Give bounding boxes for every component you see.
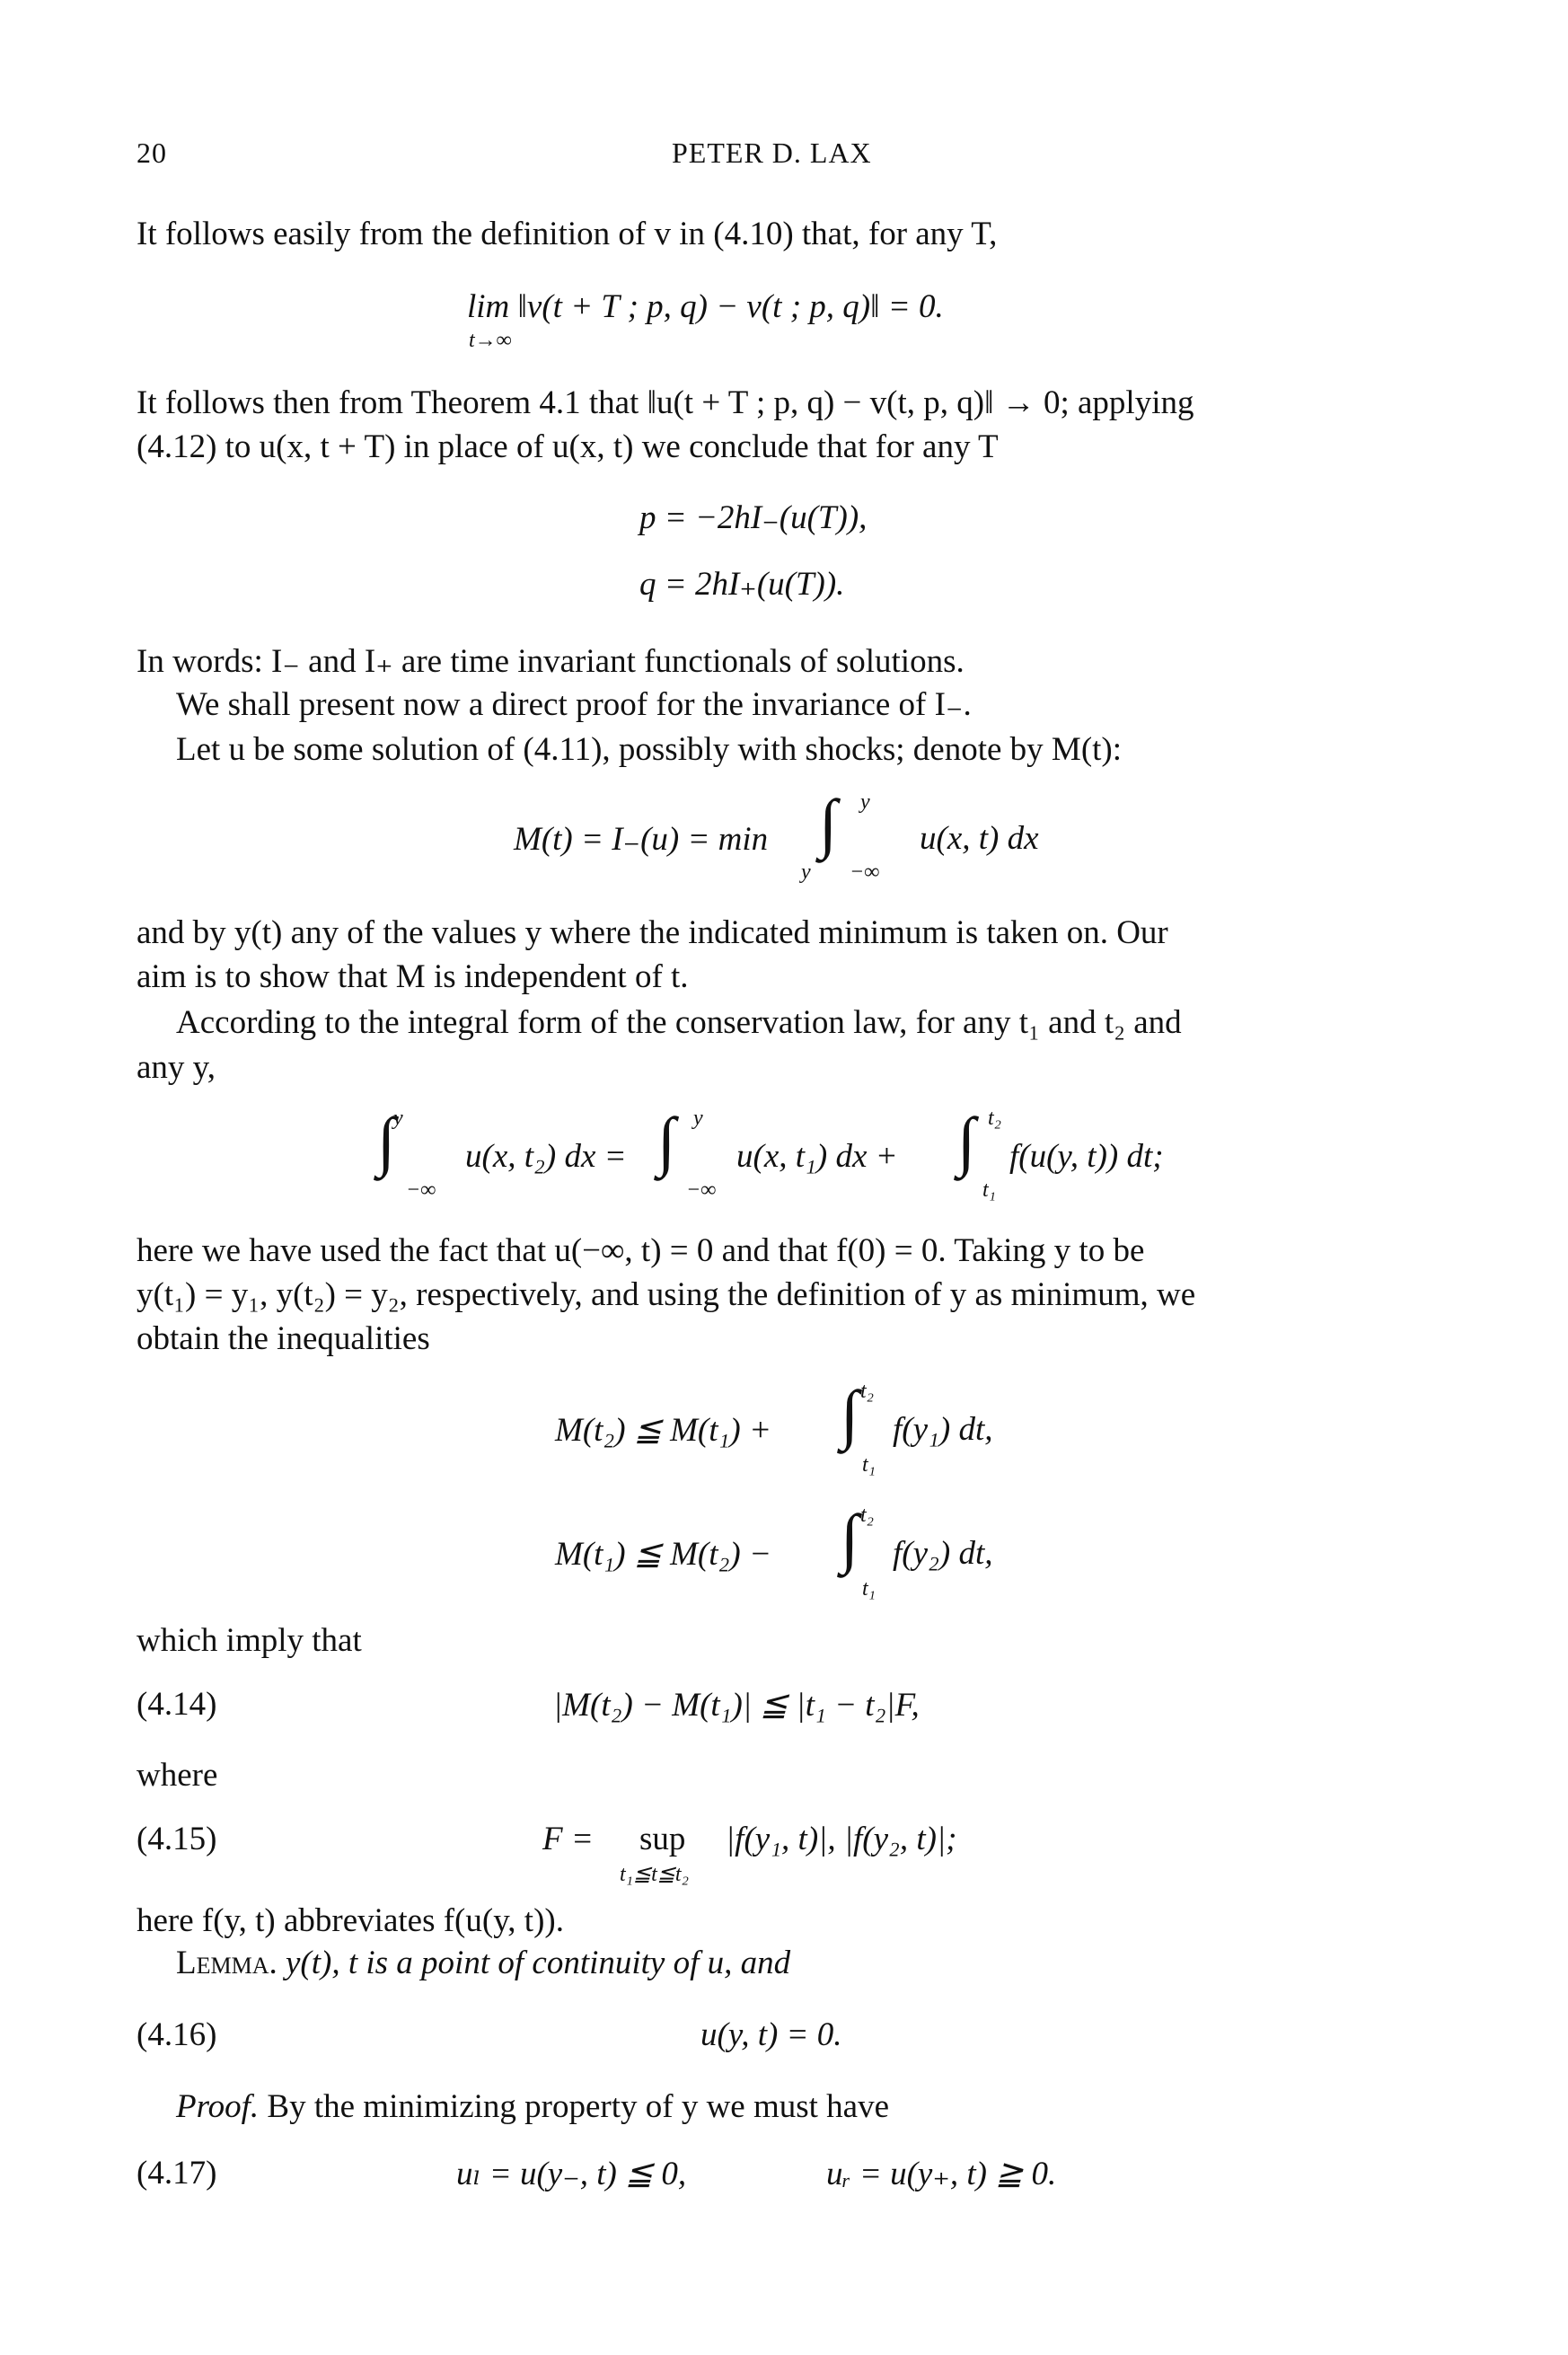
integral-upper-limit: t₂ [988,1107,1002,1130]
paragraph [137,639,1430,684]
text-line: According to the integral form of the conservation law, for any t₁ and t₂ and [176,1004,1182,1041]
integrand: f(y₂) dt, [893,1535,993,1572]
equation-q: q = 2hI₊(u(T)). [639,566,845,603]
min-subscript: y [801,860,811,884]
integral-sign: ∫ [957,1105,976,1178]
integrand: f(y₁) dt, [893,1411,993,1448]
integral-sign: ∫ [657,1105,676,1178]
paragraph [176,1001,1430,1045]
text-line: It follows then from Theorem 4.1 that ‖u(t + T ; p, q) − v(t, p, q)‖ → 0; applying [137,384,1194,421]
integral-sign: ∫ [819,787,838,860]
paragraph [137,911,1430,999]
text-line: which imply that [137,1622,362,1659]
sup-subscript: t₁≦t≦t₂ [620,1863,689,1886]
lemma-label: Lemma. [176,1945,277,1981]
integral-lower-limit: −∞ [686,1178,717,1202]
integrand: u(x, t) dx [920,820,1039,857]
paragraph [137,1753,1430,1797]
integrand: u(x, t₂) dx = [465,1138,627,1175]
inequality-lhs: M(t₂) ≦ M(t₁) + [555,1412,771,1449]
text-line: where [137,1757,218,1794]
integral-lower-limit: t₁ [982,1178,997,1202]
equation-4-15-rhs: |f(y₁, t)|, |f(y₂, t)|; [726,1821,957,1857]
text-line: any y, [137,1049,216,1086]
text-line: In words: I₋ and I₊ are time invariant functionals of solutions. [137,643,965,680]
running-title: PETER D. LAX [672,137,872,169]
integral-upper-limit: y [693,1107,703,1130]
integral-lower-limit: t₁ [862,1577,876,1601]
integral-sign: ∫ [377,1105,396,1178]
limit-subscript: t→∞ [469,329,512,352]
integral-upper-limit: t₂ [860,1380,875,1403]
proof [176,2087,889,2126]
integral-upper-limit: y [393,1107,403,1130]
sup-operator: sup [639,1821,686,1857]
equation-number: (4.15) [137,1821,217,1857]
integral-sign: ∫ [841,1502,859,1575]
equation-p: p = −2hI₋(u(T)), [639,499,868,536]
paragraph [137,1229,1430,1361]
inequality-lhs: M(t₁) ≦ M(t₂) − [555,1536,771,1573]
paragraph [137,1619,1430,1663]
equation-M-lhs: M(t) = I₋(u) = min [514,821,769,858]
lemma-text: y(t), t is a point of continuity of u, and [286,1945,791,1981]
text-line: y(t₁) = y₁, y(t₂) = y₂, respectively, and using the definition of y as minimum, we [137,1276,1196,1313]
lemma [176,1944,790,1982]
paragraph [137,1045,1430,1089]
text-line: aim is to show that M is independent of t. [137,958,689,995]
paragraph [137,381,1430,469]
paragraph [176,728,1430,772]
text-line: We shall present now a direct proof for the invariance of I₋. [176,686,972,723]
page-number: 20 [137,137,167,169]
integrand: u(x, t₁) dx + [736,1138,898,1175]
text-line: here we have used the fact that u(−∞, t) = 0 and that f(0) = 0. Taking y to be [137,1232,1145,1269]
integral-lower-limit: t₁ [862,1453,876,1477]
text-line: Let u be some solution of (4.11), possibly with shocks; denote by M(t): [176,731,1123,768]
proof-text: By the minimizing property of y we must have [267,2088,890,2125]
proof-label: Proof. [176,2088,260,2125]
integral-lower-limit: −∞ [406,1178,436,1202]
equation-number: (4.17) [137,2155,217,2192]
text-line: obtain the inequalities [137,1320,430,1357]
equation-4-15-lhs: F = [542,1821,594,1857]
integral-lower-limit: −∞ [850,860,880,884]
paragraph [137,212,1430,256]
paragraph [137,1899,1430,1943]
text-line: It follows easily from the definition of v in (4.10) that, for any T, [137,216,998,252]
equation-number: (4.14) [137,1686,217,1723]
text-line: (4.12) to u(x, t + T) in place of u(x, t) we conclude that for any T [137,428,999,465]
integral-upper-limit: t₂ [860,1504,875,1527]
equation-4-16: u(y, t) = 0. [700,2016,842,2053]
paragraph [176,683,1430,727]
text-line: here f(y, t) abbreviates f(u(y, t)). [137,1902,564,1939]
text-line: and by y(t) any of the values y where the indicated minimum is taken on. Our [137,914,1168,951]
equation-4-17-right: uᵣ = u(y₊, t) ≧ 0. [826,2156,1057,2192]
equation-number: (4.16) [137,2016,217,2053]
integral-upper-limit: y [860,790,870,814]
integral-sign: ∫ [841,1378,859,1451]
equation-limit: lim ‖v(t + T ; p, q) − v(t ; p, q)‖ = 0. [467,288,944,325]
equation-4-17-left: uₗ = u(y₋, t) ≦ 0, [456,2156,687,2192]
equation-4-14: |M(t₂) − M(t₁)| ≦ |t₁ − t₂|F, [553,1687,920,1724]
integrand: f(u(y, t)) dt; [1009,1138,1164,1175]
